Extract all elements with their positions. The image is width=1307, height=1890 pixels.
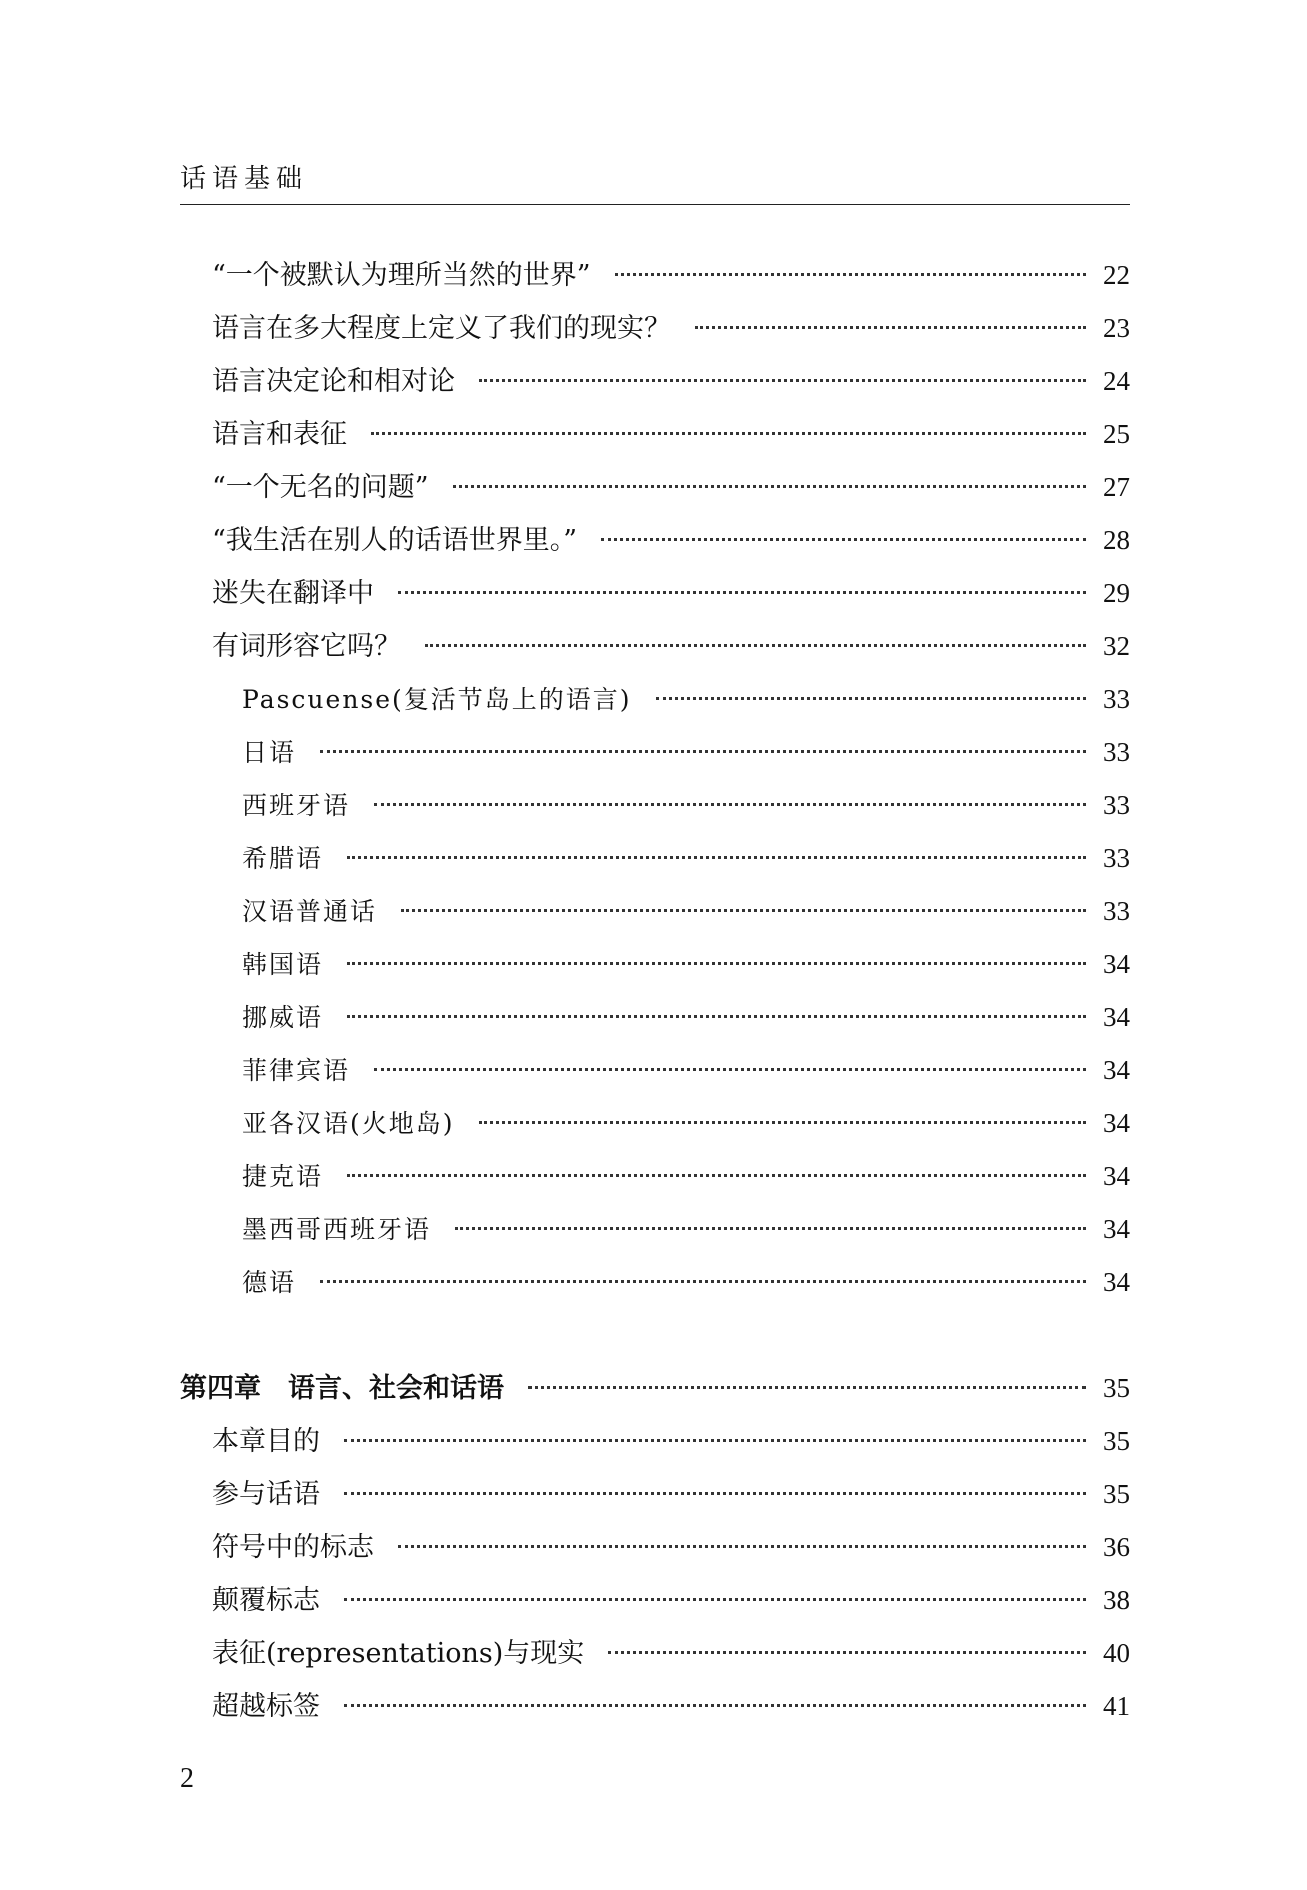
toc-entry-title: 符号中的标志: [212, 1532, 374, 1563]
toc-entry-page: 33: [1103, 896, 1130, 926]
toc-entry: [212, 361, 1130, 401]
toc-entry-title: “一个无名的问题”: [212, 472, 429, 503]
toc-entry-title: 韩国语: [242, 950, 324, 979]
page-number: 2: [180, 1763, 194, 1794]
toc-entry-title: 语言和表征: [212, 419, 347, 450]
toc-entry-page: 27: [1103, 472, 1130, 502]
dot-leader: [398, 1545, 1086, 1548]
toc-entry-title: 日语: [242, 738, 297, 767]
toc-entry: [242, 1103, 1130, 1143]
dot-leader: [479, 1121, 1086, 1124]
toc-entry-page: 34: [1103, 1002, 1130, 1032]
toc-entry: [242, 1209, 1130, 1249]
toc-entry: [242, 732, 1130, 772]
dot-leader: [695, 326, 1086, 329]
toc-entry: [212, 520, 1130, 560]
dot-leader: [320, 1280, 1086, 1283]
toc-entry-page: 41: [1103, 1691, 1130, 1721]
toc-entry-page: 34: [1103, 1214, 1130, 1244]
dot-leader: [344, 1598, 1086, 1601]
toc-entry: [212, 573, 1130, 613]
toc-entry: [242, 679, 1130, 719]
dot-leader: [374, 1068, 1086, 1071]
dot-leader: [347, 856, 1086, 859]
toc-entry-page: 23: [1103, 313, 1130, 343]
toc-entry-title: 墨西哥西班牙语: [242, 1215, 432, 1244]
toc-entry-page: 34: [1103, 949, 1130, 979]
toc-entry-page: 32: [1103, 631, 1130, 661]
dot-leader: [344, 1439, 1086, 1442]
toc-entry-page: 33: [1103, 790, 1130, 820]
toc-entry: [242, 838, 1130, 878]
dot-leader: [453, 485, 1086, 488]
toc-entry-title: 德语: [242, 1268, 297, 1297]
dot-leader: [347, 1015, 1086, 1018]
dot-leader: [601, 538, 1086, 541]
toc-entry: [242, 1262, 1130, 1302]
dot-leader: [528, 1386, 1086, 1389]
dot-leader: [656, 697, 1086, 700]
dot-leader: [425, 644, 1086, 647]
toc-entry-page: 34: [1103, 1161, 1130, 1191]
toc-entry-page: 29: [1103, 578, 1130, 608]
toc-entry-page: 22: [1103, 260, 1130, 290]
toc-entry-title: “一个被默认为理所当然的世界”: [212, 260, 591, 291]
toc-entry-page: 33: [1103, 737, 1130, 767]
toc-entry-page: 35: [1103, 1479, 1130, 1509]
toc-entry-title: 参与话语: [212, 1479, 320, 1510]
toc-entry: [212, 626, 1130, 666]
dot-leader: [374, 803, 1086, 806]
toc-entry-title: Pascuense(复活节岛上的语言): [242, 685, 632, 714]
toc-entry: [242, 997, 1130, 1037]
toc-entry: [212, 1580, 1130, 1620]
toc-entry-page: 24: [1103, 366, 1130, 396]
toc-entry-page: 35: [1103, 1426, 1130, 1456]
toc-entry: [212, 1421, 1130, 1461]
toc-entry-title: 超越标签: [212, 1691, 320, 1722]
toc-entry-page: 33: [1103, 684, 1130, 714]
toc-entry-page: 28: [1103, 525, 1130, 555]
dot-leader: [347, 1174, 1086, 1177]
toc-entry-page: 35: [1103, 1373, 1130, 1403]
toc-entry: [212, 255, 1130, 295]
running-head: 话语基础: [180, 164, 309, 194]
dot-leader: [320, 750, 1086, 753]
toc-entry-page: 25: [1103, 419, 1130, 449]
toc-entry: [212, 1474, 1130, 1514]
toc-entry-title: 本章目的: [212, 1426, 320, 1457]
toc-entry-title: 捷克语: [242, 1162, 324, 1191]
dot-leader: [455, 1227, 1086, 1230]
toc-entry: [242, 891, 1130, 931]
dot-leader: [398, 591, 1086, 594]
toc-entry-title: 语言决定论和相对论: [212, 366, 455, 397]
toc-entry-title: 表征(representations)与现实: [212, 1638, 585, 1669]
dot-leader: [347, 962, 1086, 965]
toc-entry-title: 挪威语: [242, 1003, 324, 1032]
toc-entry-page: 38: [1103, 1585, 1130, 1615]
dot-leader: [371, 432, 1086, 435]
toc-entry-page: 34: [1103, 1108, 1130, 1138]
toc-entry-title: 希腊语: [242, 844, 324, 873]
toc-entry: [212, 467, 1130, 507]
dot-leader: [344, 1704, 1086, 1707]
toc-entry: [212, 308, 1130, 348]
toc-entry-page: 40: [1103, 1638, 1130, 1668]
header-rule: [180, 204, 1130, 205]
toc-entry-page: 34: [1103, 1267, 1130, 1297]
toc-entry: [242, 785, 1130, 825]
toc-entry-title: “我生活在别人的话语世界里。”: [212, 525, 578, 556]
toc-entry: [180, 1368, 1130, 1408]
toc-entry: [242, 1156, 1130, 1196]
toc-entry-title: 第四章 语言、社会和话语: [180, 1373, 504, 1404]
toc-entry: [212, 1527, 1130, 1567]
toc-entry-page: 33: [1103, 843, 1130, 873]
toc-entry-page: 34: [1103, 1055, 1130, 1085]
toc-entry-title: 亚各汉语(火地岛): [242, 1109, 455, 1138]
toc-entry: [212, 1686, 1130, 1726]
toc-entry: [212, 1633, 1130, 1673]
toc-entry: [242, 1050, 1130, 1090]
toc-entry-title: 颠覆标志: [212, 1585, 320, 1616]
dot-leader: [401, 909, 1086, 912]
toc-entry: [212, 414, 1130, 454]
toc-entry-title: 汉语普通话: [242, 897, 378, 926]
toc-entry: [242, 944, 1130, 984]
toc-entry-title: 迷失在翻译中: [212, 578, 374, 609]
dot-leader: [344, 1492, 1086, 1495]
toc-entry-title: 语言在多大程度上定义了我们的现实？: [212, 313, 671, 344]
dot-leader: [608, 1651, 1086, 1654]
dot-leader: [479, 379, 1086, 382]
toc-entry-title: 西班牙语: [242, 791, 351, 820]
dot-leader: [615, 273, 1086, 276]
toc-entry-title: 菲律宾语: [242, 1056, 351, 1085]
toc-entry-title: 有词形容它吗？: [212, 631, 401, 662]
toc-entry-page: 36: [1103, 1532, 1130, 1562]
